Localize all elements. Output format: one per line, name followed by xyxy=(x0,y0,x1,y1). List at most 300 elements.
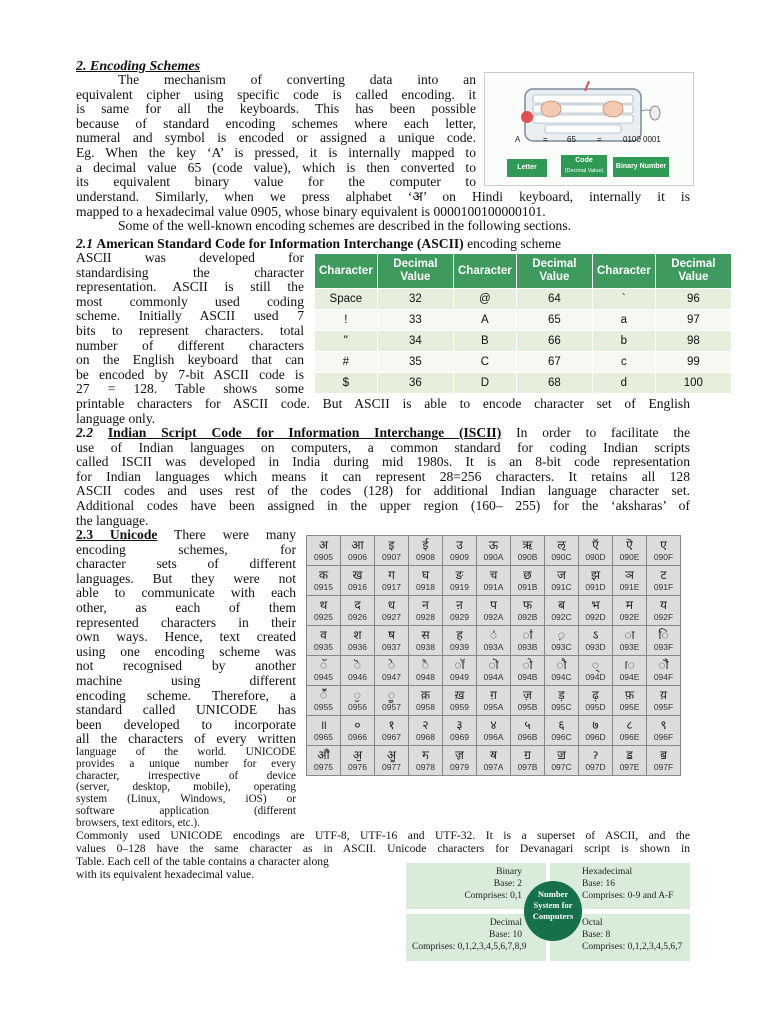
unicode-hex: 095F xyxy=(653,702,674,712)
unicode-glyph: ऺ xyxy=(489,628,498,642)
binary-base: Base: 2 xyxy=(493,879,522,889)
table-cell: c xyxy=(593,352,656,373)
devanagari-unicode-table xyxy=(306,535,681,776)
unicode-glyph: ऊ xyxy=(488,538,499,552)
unicode-small-line: software application (different xyxy=(76,804,296,817)
unicode-cell xyxy=(409,596,443,626)
unicode-hex: 0969 xyxy=(450,732,469,742)
unicode-cell xyxy=(307,536,341,566)
unicode-glyph: उ xyxy=(456,538,463,552)
unicode-glyph: स xyxy=(421,628,430,642)
unicode-hex: 0978 xyxy=(416,762,435,772)
table-cell: C xyxy=(454,352,517,373)
unicode-hex: 0948 xyxy=(416,672,435,682)
unicode-glyph: ढ़ xyxy=(592,688,599,702)
unicode-glyph: ॿ xyxy=(660,748,667,762)
unicode-glyph: ऻ xyxy=(522,628,533,642)
unicode-glyph: ट xyxy=(660,568,667,582)
unicode-cell xyxy=(341,566,375,596)
table-cell: 36 xyxy=(377,373,453,394)
unicode-hex: 095C xyxy=(551,702,572,712)
unicode-hex: 090C xyxy=(551,552,572,562)
unicode-line: languages. But they were not xyxy=(76,570,296,586)
unicode-cell xyxy=(409,656,443,686)
unicode-glyph: ६ xyxy=(558,718,565,732)
unicode-tail-line: values 0–128 have the same character as in ASCII. Unicode characters for Devanagari script is shown in xyxy=(76,842,690,855)
unicode-cell xyxy=(341,656,375,686)
label-letter: Letter xyxy=(507,159,547,177)
unicode-cell xyxy=(613,566,647,596)
table-cell: 33 xyxy=(377,310,453,331)
hexadecimal-comprises: Comprises: 0-9 and A-F xyxy=(582,891,674,901)
unicode-small-line: system (Linux, Windows, iOS) or xyxy=(76,793,296,806)
unicode-hex: 0967 xyxy=(382,732,401,742)
unicode-glyph: ऋ xyxy=(522,538,533,552)
unicode-cell xyxy=(341,746,375,776)
unicode-cell xyxy=(477,686,511,716)
table-cell: 34 xyxy=(377,331,453,352)
unicode-cell xyxy=(341,626,375,656)
unicode-glyph: घ xyxy=(421,568,430,582)
unicode-hex: 0925 xyxy=(314,612,333,622)
intro-paragraph-bottom xyxy=(76,190,690,234)
unicode-hex: 0977 xyxy=(382,762,401,772)
unicode-first-line xyxy=(76,528,296,543)
unicode-cell xyxy=(647,566,681,596)
unicode-glyph: ई xyxy=(422,538,429,552)
unicode-line: all the characters of every written xyxy=(76,731,296,747)
unicode-glyph: ॥ xyxy=(319,718,328,732)
unicode-hex: 094B xyxy=(517,672,538,682)
unicode-hex: 0946 xyxy=(348,672,367,682)
unicode-cell xyxy=(579,596,613,626)
section-heading: 2. Encoding Schemes xyxy=(76,59,201,74)
unicode-line: machine using different xyxy=(76,672,296,688)
table-row xyxy=(315,373,732,394)
unicode-cell xyxy=(307,656,341,686)
unicode-hex: 0937 xyxy=(382,642,401,652)
iscii-heading-num: 2.2 xyxy=(76,425,93,440)
table-cell: 98 xyxy=(655,331,731,352)
unicode-cell xyxy=(443,536,477,566)
unicode-glyph: १ xyxy=(388,718,395,732)
unicode-glyph: ॕ xyxy=(319,688,328,702)
table-row xyxy=(307,686,681,716)
col-header: Character xyxy=(454,254,517,289)
unicode-hex: 090F xyxy=(653,552,674,562)
unicode-cell xyxy=(477,626,511,656)
unicode-hex: 0957 xyxy=(382,702,401,712)
unicode-glyph: ॼ xyxy=(557,748,566,762)
ascii-line: scheme. Initially ASCII used 7 xyxy=(76,308,304,324)
unicode-glyph: ो xyxy=(522,658,533,672)
unicode-glyph: ७ xyxy=(592,718,599,732)
table-row xyxy=(315,310,732,331)
table-row xyxy=(315,289,732,310)
ascii-table xyxy=(314,253,732,394)
iscii-line: for Indian languages which means it can represent 28=256 characters. It retains all 128 xyxy=(76,468,690,484)
iscii-first-line xyxy=(76,426,690,441)
code-arrow: = xyxy=(597,135,602,144)
unicode-cell xyxy=(477,746,511,776)
unicode-glyph: थ xyxy=(319,598,328,612)
unicode-glyph: य xyxy=(660,598,667,612)
unicode-small-line: browsers, text editors, etc.). xyxy=(76,816,200,829)
table-cell: A xyxy=(454,310,517,331)
table-cell: " xyxy=(315,331,378,352)
unicode-line: represented characters in their xyxy=(76,614,296,630)
unicode-cell xyxy=(545,626,579,656)
ascii-line: standardising the character xyxy=(76,264,304,280)
unicode-cell xyxy=(477,716,511,746)
unicode-glyph: व xyxy=(320,628,327,642)
unicode-hex: 097A xyxy=(483,762,504,772)
unicode-glyph: ९ xyxy=(660,718,667,732)
unicode-cell xyxy=(511,566,545,596)
unicode-cell xyxy=(409,716,443,746)
intro-line: is same for all the keyboards. This has been possible xyxy=(76,101,476,117)
unicode-cell xyxy=(579,716,613,746)
unicode-cell xyxy=(375,746,409,776)
unicode-hex: 0947 xyxy=(382,672,401,682)
unicode-cell xyxy=(545,746,579,776)
unicode-glyph: ड़ xyxy=(558,688,565,702)
unicode-glyph: ऌ xyxy=(557,538,566,552)
unicode-hex: 0917 xyxy=(382,582,401,592)
unicode-hex: 093E xyxy=(619,642,640,652)
ascii-tail-line: language only. xyxy=(76,410,156,426)
table-row xyxy=(307,536,681,566)
unicode-glyph: ऩ xyxy=(456,598,463,612)
table-cell: a xyxy=(593,310,656,331)
unicode-cell xyxy=(511,686,545,716)
unicode-hex: 090D xyxy=(585,552,606,562)
unicode-cell xyxy=(613,596,647,626)
unicode-small-line: provides a unique number for every xyxy=(76,757,296,770)
unicode-cell xyxy=(409,626,443,656)
ascii-heading-tail: encoding scheme xyxy=(467,236,562,251)
unicode-hex: 0909 xyxy=(450,552,469,562)
unicode-glyph: ॗ xyxy=(387,688,396,702)
ascii-paragraph-tail xyxy=(76,397,690,426)
unicode-hex: 0975 xyxy=(314,762,333,772)
unicode-glyph: ॾ xyxy=(626,748,633,762)
unicode-cell xyxy=(307,716,341,746)
table-row xyxy=(315,331,732,352)
unicode-glyph: ऎ xyxy=(626,538,633,552)
unicode-line: encoding schemes, for xyxy=(76,541,296,557)
unicode-glyph: ा xyxy=(624,628,635,642)
unicode-cell xyxy=(647,716,681,746)
unicode-glyph: ह xyxy=(456,628,463,642)
unicode-cell xyxy=(375,656,409,686)
table-row xyxy=(307,716,681,746)
unicode-hex: 0935 xyxy=(314,642,333,652)
unicode-hex: 097C xyxy=(551,762,572,772)
unicode-glyph: च xyxy=(489,568,498,582)
unicode-hex: 097F xyxy=(653,762,674,772)
unicode-hex: 097B xyxy=(517,762,538,772)
table-cell: 32 xyxy=(377,289,453,310)
table-cell: 68 xyxy=(516,373,592,394)
col-header: Decimal Value xyxy=(516,254,592,289)
table-cell: 97 xyxy=(655,310,731,331)
unicode-cell xyxy=(443,656,477,686)
table-cell: D xyxy=(454,373,517,394)
unicode-small-line: language of the world. UNICODE xyxy=(76,746,296,758)
unicode-hex: 0968 xyxy=(416,732,435,742)
unicode-cell xyxy=(579,626,613,656)
table-cell: 66 xyxy=(516,331,592,352)
unicode-cell xyxy=(409,566,443,596)
binary-comprises: Comprises: 0,1 xyxy=(464,891,522,901)
unicode-glyph: ० xyxy=(354,718,361,732)
unicode-glyph: ञ xyxy=(625,568,634,582)
unicode-hex: 091E xyxy=(619,582,640,592)
unicode-small-paragraph xyxy=(76,747,296,830)
table-cell: ` xyxy=(593,289,656,310)
unicode-glyph: प xyxy=(490,598,497,612)
unicode-glyph: ज़ xyxy=(523,688,532,702)
unicode-heading: 2.3 Unicode xyxy=(76,527,158,542)
unicode-cell xyxy=(375,626,409,656)
unicode-hex: 091F xyxy=(653,582,674,592)
intro-line: The mechanism of converting data into an xyxy=(118,72,476,87)
intro-line: mapped to a hexadecimal value 0905, whose binary equivalent is 0000100100000101. xyxy=(76,203,546,219)
unicode-small-line: (server, desktop, mobile), operating xyxy=(76,781,296,794)
table-cell: # xyxy=(315,352,378,373)
unicode-glyph: ॅ xyxy=(319,658,328,672)
unicode-cell xyxy=(647,746,681,776)
binary-code: 0100 0001 xyxy=(623,135,661,144)
unicode-cell xyxy=(647,536,681,566)
unicode-hex: 0918 xyxy=(416,582,435,592)
unicode-hex: 0945 xyxy=(314,672,333,682)
unicode-cell xyxy=(511,716,545,746)
ascii-heading-num: 2.1 xyxy=(76,236,93,251)
unicode-cell xyxy=(409,686,443,716)
unicode-glyph: ॷ xyxy=(386,748,397,762)
unicode-glyph: य़ xyxy=(660,688,667,702)
unicode-hex: 095D xyxy=(585,702,606,712)
intro-line: Eg. When the key ‘A’ is pressed, it is internally mapped to xyxy=(76,144,476,160)
unicode-glyph: ख xyxy=(352,568,363,582)
unicode-cell xyxy=(647,596,681,626)
unicode-glyph: भ xyxy=(591,598,600,612)
ascii-tail-line: printable characters for ASCII code. But ASCII is able to encode character set of English xyxy=(76,396,690,411)
ascii-heading-title: American Standard Code for Information Interchange (ASCII) xyxy=(96,236,464,251)
table-row xyxy=(307,746,681,776)
iscii-line: ASCII codes and uses rest of the codes (128) for additional Indian language character set. xyxy=(76,483,690,499)
unicode-cell xyxy=(341,596,375,626)
unicode-line: not recognised by another xyxy=(76,658,296,674)
unicode-glyph: ब xyxy=(558,598,565,612)
unicode-hex: 091B xyxy=(517,582,538,592)
table-cell: @ xyxy=(454,289,517,310)
unicode-cell xyxy=(443,746,477,776)
unicode-cell xyxy=(511,536,545,566)
intro-line: because of standard encoding schemes where each letter, xyxy=(76,115,476,131)
unicode-glyph: ॉ xyxy=(454,658,465,672)
unicode-hex: 092C xyxy=(551,612,572,622)
intro-line: understand. Similarly, when we press alphabet ‘अ’ on Hindi keyboard, internally it is xyxy=(76,189,690,204)
label-code: Code xyxy=(575,157,593,164)
iscii-line: Additional codes have been assigned in the upper region (160– 255) for the ‘aksharas’ of xyxy=(76,497,690,513)
unicode-glyph: न xyxy=(422,598,429,612)
unicode-cell xyxy=(579,566,613,596)
unicode-glyph: म xyxy=(625,598,634,612)
unicode-tail-line: with its equivalent hexadecimal value. xyxy=(76,868,255,881)
ascii-line: 27 = 128. Table shows some xyxy=(76,381,304,397)
unicode-small-line: character, irrespective of device xyxy=(76,769,296,782)
unicode-hex: 094E xyxy=(619,672,640,682)
octal-comprises: Comprises: 0,1,2,3,4,5,6,7 xyxy=(582,942,683,952)
unicode-cell xyxy=(443,686,477,716)
unicode-hex: 096A xyxy=(483,732,504,742)
unicode-glyph: फ xyxy=(522,598,533,612)
binary-title: Binary xyxy=(496,867,522,877)
code-65: 65 xyxy=(567,135,576,144)
decimal-comprises: Comprises: 0,1,2,3,4,5,6,7,8,9 xyxy=(412,942,527,952)
unicode-line: able to communicate with each xyxy=(76,585,296,601)
table-cell: 100 xyxy=(655,373,731,394)
octal-base: Base: 8 xyxy=(582,930,611,940)
unicode-glyph: ॸ xyxy=(422,748,429,762)
intro-paragraph-top xyxy=(76,73,476,190)
unicode-hex: 090E xyxy=(619,552,640,562)
table-cell: 96 xyxy=(655,289,731,310)
unicode-cell xyxy=(511,626,545,656)
unicode-glyph: ए xyxy=(660,538,667,552)
unicode-glyph: ऽ xyxy=(592,628,599,642)
unicode-line: been developed to incorporate xyxy=(76,716,296,732)
table-cell: ! xyxy=(315,310,378,331)
unicode-cell xyxy=(545,686,579,716)
unicode-hex: 095E xyxy=(619,702,640,712)
unicode-cell xyxy=(613,716,647,746)
unicode-cell xyxy=(477,536,511,566)
hexadecimal-base: Base: 16 xyxy=(582,879,615,889)
unicode-hex: 0979 xyxy=(450,762,469,772)
unicode-cell xyxy=(375,686,409,716)
unicode-line: own ways. Hence, text created xyxy=(76,629,296,645)
intro-line: a decimal value 65 (code value), which is then converted to xyxy=(76,159,476,175)
table-row xyxy=(307,566,681,596)
ascii-line: number of different characters xyxy=(76,337,304,353)
unicode-hex: 090B xyxy=(517,552,538,562)
unicode-cell xyxy=(647,626,681,656)
unicode-hex: 0905 xyxy=(314,552,333,562)
unicode-hex: 094D xyxy=(585,672,606,682)
unicode-hex: 092B xyxy=(517,612,538,622)
unicode-glyph: फ़ xyxy=(624,688,635,702)
unicode-hex: 0919 xyxy=(450,582,469,592)
unicode-cell xyxy=(375,566,409,596)
unicode-glyph: े xyxy=(387,658,396,672)
unicode-glyph: ् xyxy=(591,658,600,672)
unicode-hex: 0958 xyxy=(416,702,435,712)
unicode-glyph: ॻ xyxy=(524,748,531,762)
unicode-line: other, as each of them xyxy=(76,599,296,615)
unicode-hex: 091A xyxy=(483,582,504,592)
unicode-cell xyxy=(579,536,613,566)
unicode-cell xyxy=(341,716,375,746)
number-system-center: Number System for Computers xyxy=(524,881,582,941)
unicode-cell xyxy=(477,566,511,596)
unicode-cell xyxy=(341,536,375,566)
unicode-glyph: ष xyxy=(388,628,395,642)
unicode-hex: 091C xyxy=(551,582,572,592)
unicode-hex: 092E xyxy=(619,612,640,622)
ascii-line: bits to represent characters. total xyxy=(76,322,304,338)
unicode-hex: 090A xyxy=(483,552,504,562)
unicode-glyph: क xyxy=(318,568,329,582)
table-cell: 35 xyxy=(377,352,453,373)
unicode-glyph: ॆ xyxy=(353,658,362,672)
unicode-glyph: आ xyxy=(351,538,364,552)
unicode-cell xyxy=(307,746,341,776)
unicode-glyph: ८ xyxy=(626,718,633,732)
unicode-glyph: क़ xyxy=(420,688,431,702)
table-row xyxy=(307,596,681,626)
table-row xyxy=(307,626,681,656)
unicode-cell xyxy=(545,566,579,596)
unicode-glyph: ग xyxy=(388,568,395,582)
unicode-glyph: झ xyxy=(590,568,601,582)
unicode-cell xyxy=(511,746,545,776)
unicode-cell xyxy=(307,686,341,716)
intro-line: Some of the well-known encoding schemes are described in the following sections. xyxy=(118,218,572,234)
unicode-hex: 0927 xyxy=(382,612,401,622)
unicode-hex: 0908 xyxy=(416,552,435,562)
unicode-hex: 096B xyxy=(517,732,538,742)
unicode-hex: 096E xyxy=(619,732,640,742)
unicode-cell xyxy=(613,746,647,776)
table-cell: 65 xyxy=(516,310,592,331)
unicode-cell xyxy=(545,596,579,626)
unicode-cell xyxy=(579,746,613,776)
ascii-line: representation. ASCII is still the xyxy=(76,279,304,295)
unicode-hex: 094A xyxy=(483,672,504,682)
intro-line: numeral and symbol is encoded or assigned a unique code. xyxy=(76,130,476,146)
table-row xyxy=(307,656,681,686)
label-code-box xyxy=(561,155,607,177)
table-cell: Space xyxy=(315,289,378,310)
unicode-glyph: ङ xyxy=(455,568,464,582)
unicode-glyph: ५ xyxy=(524,718,531,732)
unicode-cell xyxy=(443,626,477,656)
unicode-cell xyxy=(613,536,647,566)
unicode-glyph: ॶ xyxy=(352,748,363,762)
unicode-hex: 0939 xyxy=(450,642,469,652)
iscii-line: the language. xyxy=(76,512,149,528)
unicode-hex: 0938 xyxy=(416,642,435,652)
unicode-hex: 092D xyxy=(585,612,606,622)
table-cell: $ xyxy=(315,373,378,394)
table-row xyxy=(315,352,732,373)
unicode-hex: 0915 xyxy=(314,582,333,592)
unicode-hex: 0976 xyxy=(348,762,367,772)
col-header: Character xyxy=(593,254,656,289)
unicode-hex: 0906 xyxy=(348,552,367,562)
unicode-hex: 093A xyxy=(483,642,504,652)
number-system-diagram xyxy=(406,863,690,961)
unicode-cell xyxy=(443,566,477,596)
unicode-cell xyxy=(579,686,613,716)
unicode-line: character sets of different xyxy=(76,556,296,572)
table-cell: 64 xyxy=(516,289,592,310)
unicode-glyph: इ xyxy=(388,538,395,552)
